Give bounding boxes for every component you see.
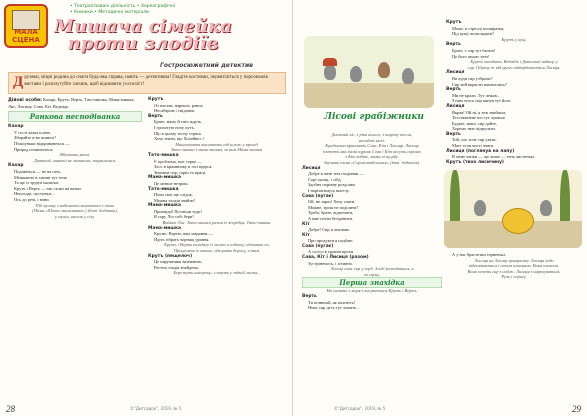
verse-line: В гору Лєз собі бери! — [154, 214, 194, 220]
verse-line: Сир мій вкрасти намагались? — [452, 81, 507, 87]
verse-line: Ой, не зараз! Хочу спати. — [308, 199, 356, 205]
stage-direction: сир. Одразу ж від цього відвердивається Лисиця. — [467, 64, 561, 70]
verse-line: Будьте, маші, сир дайте, — [452, 120, 498, 126]
verse-line: А вже потім безіденити. — [308, 215, 354, 221]
verse-line: Здобич порівну розділим — [308, 182, 355, 188]
stage-direction: Крутъ у кущ. — [501, 36, 527, 42]
play-text — [8, 124, 142, 219]
logo-text: МАЛА СЦЕНА — [12, 28, 40, 44]
speaker-name: Тато-мишка — [148, 152, 179, 158]
page-footer: ©"Дитсадок", 2019, № 5 — [334, 406, 386, 411]
verse-line: Це нарушники вазнавено, — [154, 259, 203, 265]
intro-text: рузяки, міцні родина до снаги будь-яка справа, навіть — детективна! Глядіте костюми, перевтіліться у персонажів вистави і розплутуйте злочин, щоб відновити усеселіст! — [24, 75, 268, 87]
cheese-figure — [502, 208, 534, 234]
tag-line: • Театралізовані діяльність • Хореографічні — [70, 4, 176, 9]
speaker-name: Кіт — [302, 232, 310, 238]
verse-line: Може, в стресці поширатьв, — [452, 25, 505, 31]
right-column-2-bottom — [446, 252, 582, 280]
mice-family-illustration — [304, 36, 434, 108]
mouse-figure — [402, 68, 414, 84]
play-text — [446, 20, 582, 165]
mouse-figure — [474, 200, 486, 216]
speaker-name: Мама-мишка — [148, 225, 181, 231]
page-number: 28 — [6, 404, 15, 414]
speaker-name: Крутъ — [148, 97, 164, 102]
right-column-1 — [302, 132, 442, 311]
verse-line: А сусісо в грошні крохи. — [308, 249, 355, 255]
tag-line: • Книжки • Методичні матеріали — [70, 10, 149, 15]
stage-direction: плететь вкь палкі курник Сова і Кіт несуть скриню — [323, 148, 421, 154]
ground — [304, 83, 434, 108]
title-line: Мишача сімейка — [54, 16, 232, 37]
hat-figure — [323, 58, 337, 66]
speaker-name: Лисиця (поглянув на лапу) — [446, 148, 515, 154]
stage-direction: Лисиці опис сир у горб. Злоді розходяться, а — [330, 266, 414, 272]
verse-line: Нмає сир десь тут лежить... — [308, 305, 360, 311]
verse-line: Несабаром і сніданок. — [154, 108, 196, 114]
verse-line: Подивіться — не на гать. — [14, 168, 62, 174]
speaker-name: Лисиця — [446, 103, 465, 109]
page-title — [48, 18, 238, 52]
speaker-name: Крутъ (тихо лисичину) — [446, 159, 504, 165]
speaker-name: Сова (пугає) — [302, 193, 334, 199]
verse-line: От настав, нарешті, ранок. — [154, 102, 204, 108]
right-column-2 — [446, 20, 582, 165]
speaker-name: Верть — [446, 87, 461, 93]
left-column-2 — [148, 97, 286, 276]
play-text — [446, 252, 582, 280]
speaker-name: Верть — [446, 42, 461, 48]
verse-line: І грохотую ночу путь. — [154, 124, 195, 130]
speaker-name: Верть — [302, 294, 317, 300]
speaker-name: Кіт — [302, 221, 310, 227]
stage-direction: Крутъ і Верть колодягу із листа в собачку, обтатки по. — [164, 242, 270, 248]
stage-direction: На галивіні з моря з висувається Крутъ і Верть. — [326, 288, 418, 294]
verse-line: Сорі грощі, і сібд, — [308, 176, 342, 182]
play-text — [302, 132, 442, 311]
verse-line: Тесстяжнене шо тут лукаша. — [452, 115, 506, 121]
drop-cap: Д — [13, 74, 24, 90]
theatre-icon — [12, 10, 40, 30]
title-line: проти злодіїв — [67, 33, 219, 54]
stage-direction: Дитячий ліс, з ріки всього, з широку тесла, — [331, 132, 413, 137]
verse-line: Крутъ і Верть — так схожі на ватки. — [14, 185, 82, 191]
mala-scena-logo — [4, 4, 48, 48]
speaker-name: Сова, Кіт і Лисиця (разом) — [302, 255, 369, 261]
stage-direction: Тато-мишка і мама-мишка, за ним Мама-мишка. — [170, 147, 264, 153]
stage-direction: Вбігають миші. — [59, 152, 90, 158]
verse-line: Брате, маму й тато ждуть. — [154, 119, 203, 125]
verse-line: Треба, брате, відпочити, — [308, 210, 354, 216]
verse-line: Під кущі позаглядати? — [452, 31, 494, 37]
verse-line: Брате, є сир тут багато! — [452, 47, 496, 53]
stage-direction: у сцени, висоли у сілу. — [55, 213, 95, 219]
verse-line: Пташуньки відкриваються — — [14, 140, 70, 146]
verse-line: Непоєдці, пустунки... — [14, 191, 55, 197]
stage-direction: відповікається і стала плиньвою. Вона плакала. — [468, 263, 560, 269]
speaker-name: Лисиця — [302, 165, 321, 171]
verse-line: Поки свої ще слідок, — [154, 192, 193, 198]
stage-direction: Крутъ заходить, Ведмідь і Дятловий пайнер у — [470, 59, 558, 65]
verse-line: Можна злодія знайти! — [154, 197, 195, 203]
page-footer: ©"Дитсадок", 2019, № 5 — [130, 406, 182, 411]
verse-line: Вкрав! Ой ні, я теж знайшла, — [452, 109, 507, 115]
speaker-name: Кахар — [8, 124, 24, 130]
stage-direction: за сцену. — [363, 271, 381, 277]
cast-label: Дійові особи: — [8, 98, 42, 103]
play-text — [148, 97, 286, 276]
stage-direction: Мишаченята висипають під ногою у прохід. — [175, 141, 259, 147]
verse-line: У гості казка кличе, — [14, 129, 52, 135]
verse-line: Є проблема, моє серце — — [154, 158, 202, 164]
verse-line: Природ починається. — [14, 146, 54, 152]
verse-line: Можне, трош не поділити? — [308, 204, 359, 210]
speaker-name: Лисиця — [446, 70, 465, 76]
right-page — [294, 0, 587, 416]
verse-line: Злос в крамничку в лісі вдерся. — [154, 164, 213, 170]
verse-line: Ти понюхай, як пахнітть! — [308, 299, 356, 305]
mice-cheese-illustration — [444, 170, 582, 248]
verse-line: Це його шукає тато! — [452, 53, 490, 59]
mouse-figure — [378, 62, 390, 78]
speaker-name: Тато-мишка — [148, 186, 179, 192]
stage-direction: Крадькома кришпить Сова, Кіт і Лисиця. Лисиця — [325, 143, 419, 149]
verse-line: Мешкають в хатині тут тепа — [14, 174, 67, 180]
verse-line: Знизити сир, сарні та праці. — [154, 169, 207, 175]
verse-line: Ось до речі, і вони. — [14, 196, 50, 202]
verse-line: Той, хто хоче сир узяти, — [452, 137, 497, 143]
verse-line: Прихвіди! Поспіши туди! — [154, 208, 202, 214]
verse-line: Зустрінемось, і істинно. — [308, 260, 354, 266]
speaker-name: Мама-мишка — [148, 203, 181, 209]
stage-direction: Лисиця на Лисиці прикрашку. Лисиця ходи — [474, 257, 554, 263]
speaker-name: Верть — [148, 113, 163, 119]
verse-line: Хочу знати, що Хохайнос.! — [154, 136, 205, 142]
verse-line: В мене лапки — ще лише — тень чистенькі. — [452, 154, 536, 160]
speaker-name: Кахар — [8, 163, 24, 169]
verse-line: Збирайте я-во шинелі! — [14, 135, 56, 141]
mouse-figure — [540, 200, 552, 216]
verse-line: Регтом злодія знайдемо, — [154, 264, 200, 270]
verse-line: Добре! Сир я заховаю. — [308, 227, 351, 233]
verse-line: Йдіть зібрать чорнящ урання. — [154, 236, 210, 242]
speaker-name: Мама-мишка — [148, 175, 181, 181]
stage-direction: Процесять із макою, обгорить дорогу, а там. — [173, 248, 261, 254]
section-heading: Перша знахідка — [302, 277, 442, 288]
verse-line: Ви куди сир узбрали? — [452, 75, 493, 81]
verse-line: Про продукти я подбаю. — [308, 238, 354, 244]
verse-line: Маєт гели чисті знати. — [452, 143, 495, 149]
verse-line: Ми не крали. Тут лежав... — [452, 92, 500, 98]
stage-direction: Під музику з вибігають мишачата з гівми — [35, 202, 115, 208]
verse-line: Хоремо знає відкусити. — [452, 126, 496, 132]
stage-direction: Виймає Лис. Тато-мишки разом із жеребця. Тато-мишка. — [162, 220, 272, 226]
page-number: 29 — [572, 404, 581, 414]
stage-direction: Вона хочеть сир з собою. Лисиця з нарахуваться. — [467, 268, 561, 274]
intro-box — [8, 72, 286, 94]
cast-list: Кахарі, Крутъ, Верть, Тато-мишка, Мама-мишка, Лис, Лисиця, Сова, Кіт, Ведмідь. — [8, 97, 135, 109]
mouse-figure — [324, 64, 336, 80]
verse-line: Та ще із трудні малятка: — [14, 180, 60, 186]
category-tags — [70, 4, 240, 16]
page-subtitle: Гостросюжетний детектив — [160, 62, 253, 69]
speaker-name: Крутъ — [446, 20, 462, 25]
verse-line: З ним хтось сир кинув тут його. — [452, 98, 512, 104]
speaker-name: Верть — [446, 131, 461, 137]
stage-direction: Бережуть нагорощі, сливуть у задній листя... — [173, 270, 261, 276]
stage-direction: несадові моєї. — [359, 137, 385, 143]
speaker-name: Крутъ (пещелоч) — [148, 253, 193, 259]
stage-direction: Дитячий, мишачі не залишили, порушилися. — [33, 157, 117, 163]
speaker-name: Сова (пугає) — [302, 243, 334, 249]
verse-line: А у нас браслетки гарненькі. — [452, 252, 506, 257]
verse-line: Крутю, Вертю, вам завдання — — [154, 231, 213, 237]
stage-direction: Ручь і спрису. — [501, 274, 527, 280]
left-column-1 — [8, 97, 142, 219]
verse-line: І нарізатимусь виселу. — [308, 187, 350, 193]
stage-direction: (Пісня «Шокал мишенятко») (бит. додатки), — [32, 208, 118, 214]
stage-direction: з Кіт кабіне, мама пі щорбу. — [345, 154, 399, 160]
verse-line: Це мєнше незрош. — [154, 180, 189, 186]
verse-line: Добре в мені тем сходинки — — [308, 171, 364, 177]
verse-line: Що в цьому тесну стрясь. — [154, 130, 203, 136]
mouse-figure — [350, 66, 362, 82]
section-heading: Лісові грабіжники — [324, 112, 424, 122]
left-page — [0, 0, 293, 416]
section-heading: Ранкова несподіванка — [8, 111, 142, 122]
stage-direction: Звучить пісня «Сорокотабсоники» (бит. додаток). — [323, 159, 421, 165]
